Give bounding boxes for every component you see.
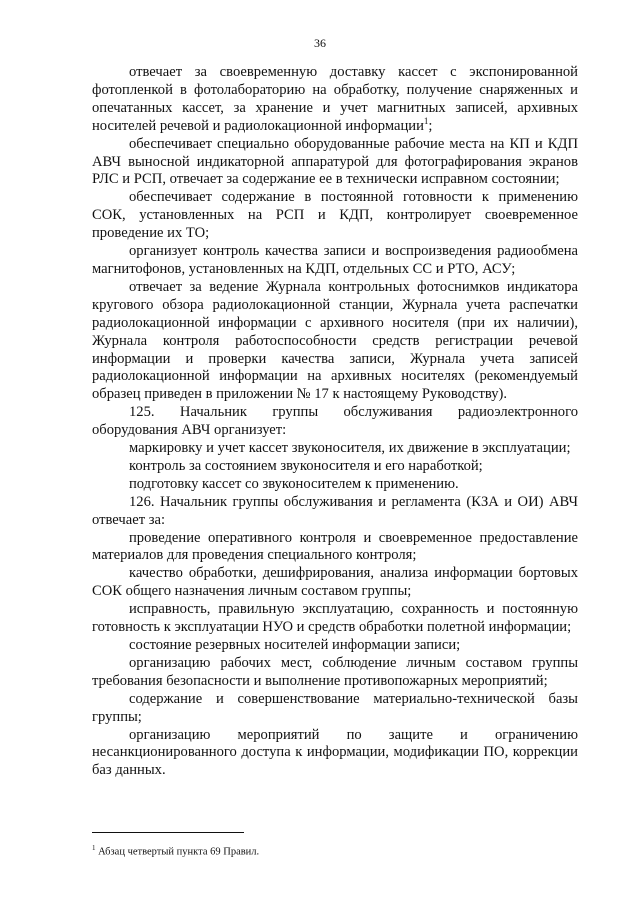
paragraph: маркировку и учет кассет звуконосителя, их движение в эксплуатации;: [129, 440, 571, 457]
paragraph: исправность, правильную эксплуатацию, сохранность и постоянную готовность к эксплуатации НУО и средств обработки полетной информации;: [92, 601, 578, 636]
paragraph: проведение оперативного контроля и своевременное предоставление материалов для проведения специального контроля;: [92, 529, 578, 564]
paragraph-text: отвечает за своевременную доставку кассет с экспонированной фотопленкой в фотолабораторию на обработку, получение снаряженных и опечатанных кассет, за хранение и учет магнитных записей, архивных носителей речевой и радиолокационной информации: [92, 64, 578, 134]
paragraph: контроль за состоянием звуконосителя и его наработкой;: [129, 457, 483, 474]
paragraph: качество обработки, дешифрирования, анализа информации бортовых СОК общего назначения личным составом группы;: [92, 565, 578, 600]
footnote-mark: 1: [92, 844, 96, 852]
paragraph: организацию рабочих мест, соблюдение личным составом группы требования безопасности и выполнение противопожарных мероприятий;: [92, 654, 578, 689]
footnote: [92, 842, 578, 859]
paragraph: состояние резервных носителей информации записи;: [129, 637, 461, 653]
paragraph: 126. Начальник группы обслуживания и регламента (КЗА и ОИ) АВЧ отвечает за:: [92, 493, 578, 528]
paragraph: подготовку кассет со звуконосителем к применению.: [129, 475, 459, 492]
paragraph: отвечает за ведение Журнала контрольных фотоснимков индикатора кругового обзора радиолокационной станции, Журнала учета распечатки радиолокационной информации с архивного носителя (при их наличии), Журнала контроля работоспособности средств регистрации речевой информации и проверки качества записи, Журнала учета записей радиолокационной информации на архивных носителях (рекомендуемый образец приведен в приложении № 17 к настоящему Руководству).: [92, 278, 578, 403]
paragraph: содержание и совершенствование материально-технической базы группы;: [92, 690, 578, 725]
footnote-reference[interactable]: 1: [423, 115, 429, 126]
paragraph: 125. Начальник группы обслуживания радиоэлектронного оборудования АВЧ организует:: [92, 404, 578, 439]
footnote-divider: [92, 832, 244, 833]
page-number: 36: [314, 36, 326, 50]
paragraph: организацию мероприятий по защите и ограничению несанкционированного доступа к информации, модификации ПО, коррекции баз данных.: [92, 726, 578, 779]
body-text: [92, 64, 578, 780]
paragraph: организует контроль качества записи и воспроизведения радиообмена магнитофонов, установленных на КДП, отдельных СС и РТО, АСУ;: [92, 243, 578, 277]
paragraph: обеспечивает содержание в постоянной готовности к применению СОК, установленных на РСП и КДП, контролирует своевременное проведение их ТО;: [92, 189, 578, 242]
paragraph: [92, 64, 578, 136]
footnote-text: Абзац четвертый пункта 69 Правил.: [98, 846, 260, 858]
paragraph-end: ;: [428, 117, 433, 134]
paragraph: обеспечивает специально оборудованные рабочие места на КП и КДП АВЧ выносной индикаторной аппаратурой для фотографирования экранов РЛС и РСП, отвечает за содержание ее в технически исправном состоянии;: [92, 135, 578, 188]
